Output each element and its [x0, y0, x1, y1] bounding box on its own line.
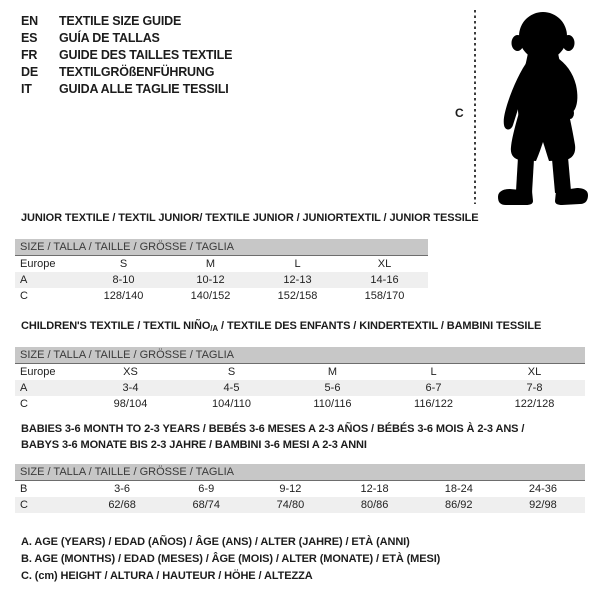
- table-row: [15, 497, 585, 513]
- list-item: [21, 30, 232, 47]
- children-title-subscript: /A: [210, 324, 219, 333]
- children-section-title: [21, 320, 541, 332]
- row-label: A: [20, 382, 28, 394]
- row-label: A: [20, 274, 28, 286]
- junior-size-table: [15, 239, 428, 304]
- table-cell: 18-24: [444, 483, 473, 495]
- table-cell: 158/170: [364, 290, 405, 302]
- table-cell: XS: [123, 366, 138, 378]
- toddler-silhouette-icon: [487, 5, 599, 205]
- size-header-bar: SIZE / TALLA / TAILLE / GRÖSSE / TAGLIA: [15, 239, 428, 256]
- table-cell: 6-9: [198, 483, 215, 495]
- footnote-age-months: B. AGE (MONTHS) / EDAD (MESES) / ÂGE (MOIS) / ALTER (MONATE) / ETÀ (MESI): [21, 553, 441, 565]
- table-row: [15, 272, 428, 288]
- table-cell: XL: [377, 258, 392, 270]
- table-cell: M: [327, 366, 338, 378]
- table-row: [15, 481, 585, 497]
- list-item: [21, 81, 232, 98]
- table-cell: 92/98: [529, 499, 557, 511]
- table-cell: 3-4: [122, 382, 139, 394]
- language-code: IT: [21, 82, 32, 96]
- table-cell: 98/104: [113, 398, 148, 410]
- list-item: [21, 64, 232, 81]
- language-code: EN: [21, 14, 38, 28]
- table-cell: 8-10: [112, 274, 135, 286]
- size-header-bar: SIZE / TALLA / TAILLE / GRÖSSE / TAGLIA: [15, 464, 585, 481]
- table-cell: 14-16: [370, 274, 399, 286]
- babies-table-rows: [15, 481, 585, 513]
- table-row: [15, 396, 585, 412]
- babies-section-title: [21, 421, 524, 453]
- language-code: FR: [21, 48, 38, 62]
- table-cell: 74/80: [276, 499, 305, 511]
- table-cell: 80/86: [360, 499, 389, 511]
- language-title: TEXTILE SIZE GUIDE: [59, 14, 182, 28]
- table-row: [15, 288, 428, 304]
- language-code: ES: [21, 31, 38, 45]
- table-row: [15, 380, 585, 396]
- babies-title-line2: BABYS 3-6 MONATE BIS 2-3 JAHRE / BAMBINI 3-6 MESI A 2-3 ANNI: [21, 439, 367, 451]
- children-title-text: CHILDREN'S TEXTILE / TEXTIL NIÑO: [21, 320, 211, 332]
- language-code: DE: [21, 65, 38, 79]
- children-size-table: [15, 347, 585, 412]
- table-cell: 6-7: [425, 382, 442, 394]
- table-cell: XL: [527, 366, 542, 378]
- table-cell: 152/158: [277, 290, 318, 302]
- table-cell: 86/92: [445, 499, 473, 511]
- table-cell: L: [294, 258, 301, 270]
- size-header-bar: SIZE / TALLA / TAILLE / GRÖSSE / TAGLIA: [15, 347, 585, 364]
- row-label: C: [20, 398, 28, 410]
- table-cell: 12-13: [283, 274, 312, 286]
- table-cell: 140/152: [190, 290, 231, 302]
- table-cell: 9-12: [279, 483, 302, 495]
- table-cell: 116/122: [414, 398, 453, 410]
- babies-size-table: [15, 464, 585, 513]
- language-title: TEXTILGRÖßENFÜHRUNG: [59, 65, 215, 79]
- table-cell: S: [227, 366, 236, 378]
- footnote-list: [21, 534, 440, 585]
- row-label: Europe: [20, 366, 56, 378]
- footnote-height-cm: C. (cm) HEIGHT / ALTURA / HAUTEUR / HÖHE / ALTEZZA: [21, 570, 313, 582]
- language-title-list: [21, 13, 232, 98]
- children-title-text: / TEXTILE DES ENFANTS / KINDERTEXTIL / BAMBINI TESSILE: [218, 320, 542, 332]
- babies-title-line1: BABIES 3-6 MONTH TO 2-3 YEARS / BEBÉS 3-6 MESES A 2-3 AÑOS / BÉBÉS 3-6 MOIS À 2-3 ANS /: [21, 423, 525, 435]
- row-label: Europe: [20, 258, 56, 270]
- table-cell: 7-8: [526, 382, 543, 394]
- table-cell: M: [205, 258, 216, 270]
- junior-table-rows: [15, 256, 428, 304]
- table-cell: 104/110: [212, 398, 251, 410]
- language-title: GUIDE DES TAILLES TEXTILE: [59, 48, 233, 62]
- table-cell: 12-18: [360, 483, 389, 495]
- table-cell: 24-36: [528, 483, 558, 495]
- table-cell: 68/74: [192, 499, 221, 511]
- language-title: GUÍA DE TALLAS: [59, 31, 160, 45]
- table-cell: 10-12: [196, 274, 225, 286]
- children-table-rows: [15, 364, 585, 412]
- table-cell: 3-6: [114, 483, 131, 495]
- table-cell: S: [119, 258, 128, 270]
- table-cell: 4-5: [223, 382, 240, 394]
- list-item: [21, 47, 232, 64]
- table-row: [15, 364, 585, 380]
- list-item: [21, 13, 232, 30]
- table-cell: 62/68: [108, 499, 136, 511]
- footnote-age-years: A. AGE (YEARS) / EDAD (AÑOS) / ÂGE (ANS) / ALTER (JAHRE) / ETÀ (ANNI): [21, 536, 410, 548]
- row-label: B: [20, 483, 28, 495]
- dashed-measure-line-icon: [474, 10, 476, 204]
- table-cell: 5-6: [324, 382, 341, 394]
- table-cell: 122/128: [514, 398, 555, 410]
- language-title: GUIDA ALLE TAGLIE TESSILI: [59, 82, 229, 96]
- junior-section-title: JUNIOR TEXTILE / TEXTIL JUNIOR/ TEXTILE JUNIOR / JUNIORTEXTIL / JUNIOR TESSILE: [21, 212, 479, 224]
- row-label: C: [20, 499, 28, 511]
- table-row: [15, 256, 428, 272]
- table-cell: 110/116: [313, 398, 352, 410]
- row-label: C: [20, 290, 28, 302]
- height-measure-label: C: [455, 106, 464, 120]
- table-cell: L: [430, 366, 437, 378]
- table-cell: 128/140: [103, 290, 144, 302]
